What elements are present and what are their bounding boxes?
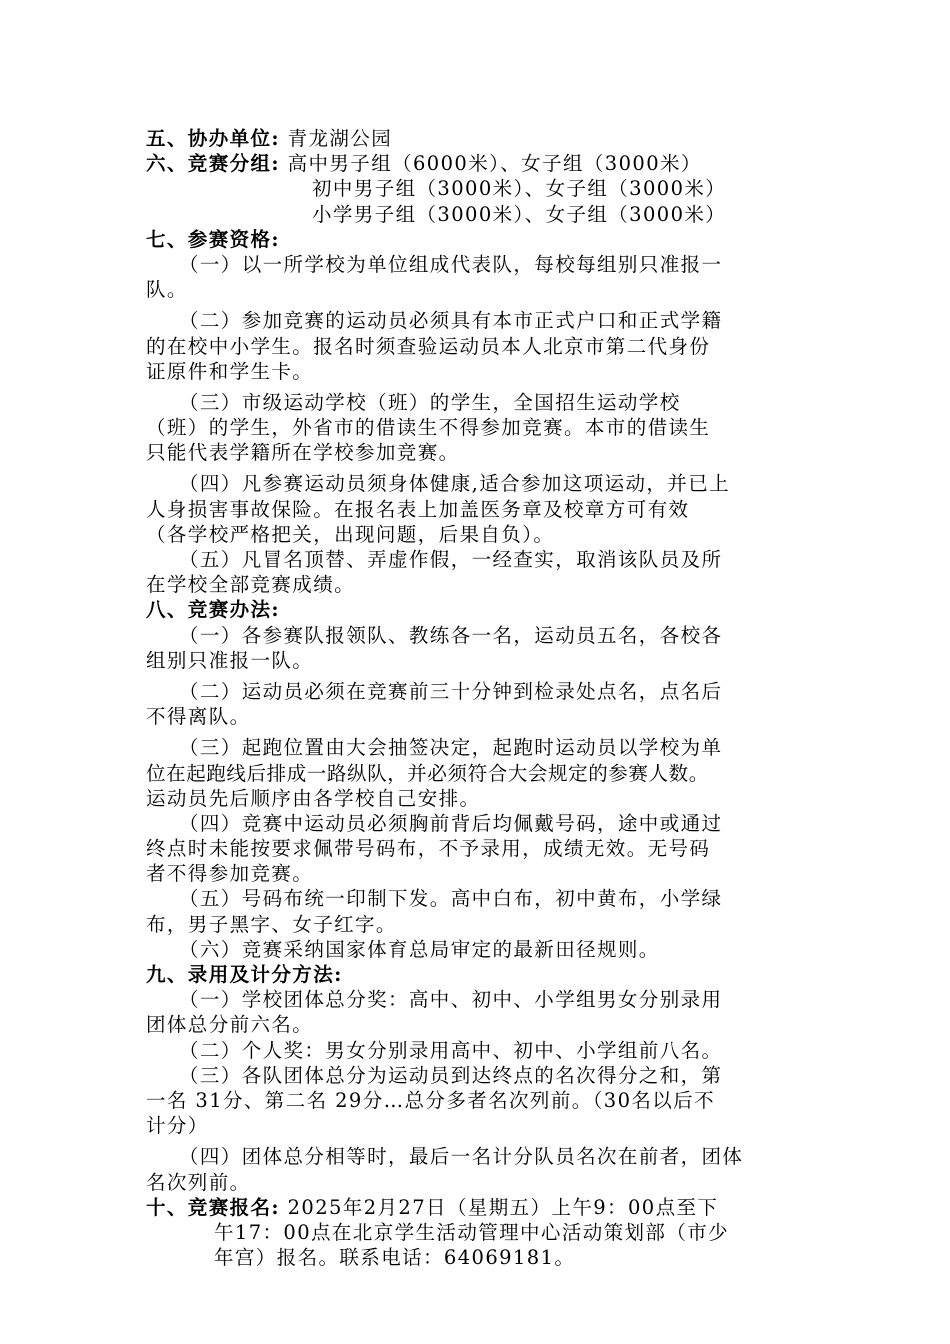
section-6-line-1: 高中男子组（6000米）、女子组（3000米）: [280, 152, 702, 176]
section-10-line-2: 午17：00点在北京学生活动管理中心活动策划部（市少: [214, 1220, 730, 1244]
section-9-heading: 九、录用及计分方法:: [146, 963, 343, 986]
s8-para-1-line-2: 组别只准报一队。: [146, 648, 314, 672]
s9-para-1-line-2: 团体总分前六名。: [146, 1013, 314, 1037]
s7-para-5-line-2: 在学校全部竞赛成绩。: [146, 573, 356, 597]
s9-para-3-line-1: （三）各队团体总分为运动员到达终点的名次得分之和，第: [179, 1063, 723, 1087]
section-5-heading: 五、协办单位:: [146, 127, 280, 150]
s8-para-5-line-2: 布，男子黑字、女子红字。: [146, 912, 397, 936]
s7-para-1-line-1: （一）以一所学校为单位组成代表队，每校每组别只准报一: [179, 252, 723, 276]
section-7-heading: 七、参赛资格:: [146, 227, 280, 251]
s7-para-3-line-3: 只能代表学籍所在学校参加竞赛。: [146, 441, 460, 465]
s7-para-4-line-2: 人身损害事故保险。在报名表上加盖医务章及校章方可有效: [146, 497, 690, 521]
s9-para-4-line-2: 名次列前。: [146, 1170, 251, 1194]
s8-para-3-line-1: （三）起跑位置由大会抽签决定，起跑时运动员以学校为单: [179, 736, 723, 760]
s9-para-3-line-2: 一名 31分、第二名 29分…总分多者名次列前。（30名以后不: [146, 1088, 715, 1112]
s7-para-2-line-1: （二）参加竞赛的运动员必须具有本市正式户口和正式学籍: [179, 309, 723, 333]
section-6-line-3: 小学男子组（3000米）、女子组（3000米）: [312, 202, 727, 226]
s7-para-1-line-2: 队。: [146, 278, 188, 302]
section-5: [146, 126, 810, 151]
s9-para-1-line-1: （一）学校团体总分奖：高中、初中、小学组男女分别录用: [179, 988, 723, 1012]
s7-para-5-line-1: （五）凡冒名顶替、弄虚作假，一经查实，取消该队员及所: [179, 548, 723, 571]
section-6-heading: 六、竞赛分组:: [146, 152, 280, 176]
s7-para-2-line-3: 证原件和学生卡。: [146, 359, 314, 383]
s7-para-3-line-1: （三）市级运动学校（班）的学生，全国招生运动学校: [179, 390, 681, 414]
s8-para-4-line-1: （四）竞赛中运动员必须胸前背后均佩戴号码，途中或通过: [179, 811, 723, 835]
s8-para-3-line-3: 运动员先后顺序由各学校自己安排。: [146, 786, 481, 810]
section-6: [146, 151, 810, 176]
s7-para-4-line-1: （四）凡参赛运动员须身体健康,适合参加这项运动，并已上: [179, 472, 730, 496]
s8-para-2-line-2: 不得离队。: [146, 705, 251, 729]
s8-para-3-line-2: 位在起跑线后排成一路纵队，并必须符合大会规定的参赛人数。: [146, 761, 709, 785]
section-8-heading: 八、竞赛办法:: [146, 598, 280, 622]
section-6-line-2: 初中男子组（3000米）、女子组（3000米）: [312, 177, 727, 201]
s8-para-4-line-2: 终点时未能按要求佩带号码布，不予录用，成绩无效。无号码: [146, 837, 711, 861]
s7-para-4-line-3: （各学校严格把关，出现问题，后果自负）。: [146, 522, 555, 546]
s9-para-2-line-1: （二）个人奖：男女分别录用高中、初中、小学组前八名。: [179, 1038, 723, 1062]
section-10: [146, 1195, 810, 1220]
s8-para-4-line-3: 者不得参加竞赛。: [146, 862, 314, 886]
section-5-text: 青龙湖公园: [280, 127, 393, 150]
s9-para-4-line-1: （四）团体总分相等时，最后一名计分队员名次在前者，团体: [179, 1145, 744, 1169]
section-10-line-3: 年宫）报名。联系电话：64069181。: [214, 1246, 576, 1270]
s8-para-1-line-1: （一）各参赛队报领队、教练各一名，运动员五名，各校各: [179, 623, 723, 647]
s9-para-3-line-3: 计分）: [146, 1114, 209, 1138]
s7-para-3-line-2: （班）的学生，外省市的借读生不得参加竞赛。本市的借读生: [146, 416, 711, 440]
s8-para-5-line-1: （五）号码布统一印制下发。高中白布，初中黄布，小学绿: [179, 887, 723, 911]
document-page: [146, 126, 810, 1270]
s8-para-6-line-1: （六）竞赛采纳国家体育总局审定的最新田径规则。: [179, 937, 660, 961]
s8-para-2-line-1: （二）运动员必须在竞赛前三十分钟到检录处点名，点名后: [179, 679, 723, 703]
section-10-heading: 十、竞赛报名:: [146, 1195, 280, 1219]
section-10-line-1: 2025年2月27日（星期五）上午9：00点至下: [280, 1195, 719, 1219]
s7-para-2-line-2: 的在校中小学生。报名时须查验运动员本人北京市第二代身份: [146, 334, 711, 358]
